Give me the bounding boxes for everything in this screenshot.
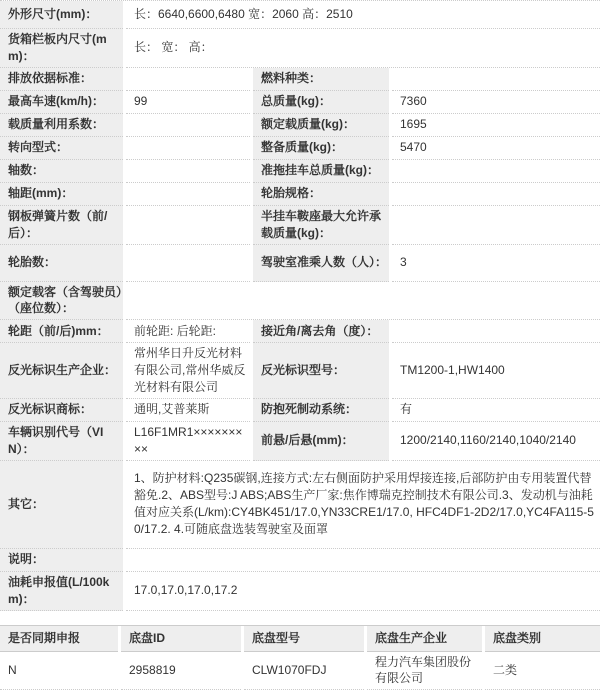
spec-row-emission-fuel (0, 68, 600, 91)
spec-label: 反光标识生产企业： (0, 343, 123, 398)
spec-row-speed-mass (0, 91, 600, 114)
spec-label: 接近角/离去角（度）： (253, 320, 389, 343)
spec-row-reflective-brand-abs (0, 399, 600, 422)
spec-label: 货箱栏板内尺寸(mm)： (0, 29, 123, 68)
spec-label: 额定载客（含驾驶员）（座位数）： (0, 282, 123, 321)
spec-row-cargo-box (0, 29, 600, 68)
chassis-table (0, 625, 600, 690)
chassis-header-manufacturer: 底盘生产企业 (367, 626, 482, 652)
spec-label: 额定载质量(kg)： (253, 114, 389, 137)
spec-value (126, 245, 250, 282)
spec-value (126, 282, 600, 321)
chassis-header-category: 底盘类别 (485, 626, 600, 652)
spec-value (392, 160, 600, 183)
spec-value (392, 206, 600, 245)
spec-label: 整备质量(kg)： (253, 137, 389, 160)
chassis-category: 二类 (485, 652, 600, 690)
spec-label: 排放依据标准： (0, 68, 123, 91)
spec-label: 钢板弹簧片数（前/后）： (0, 206, 123, 245)
spec-value: 3 (392, 245, 600, 282)
spec-value (392, 320, 600, 343)
spec-value (126, 68, 250, 91)
chassis-id: 2958819 (121, 652, 241, 690)
spec-label: 油耗申报值(L/100km)： (0, 572, 123, 611)
chassis-same-period: N (0, 652, 118, 690)
chassis-model: CLW1070FDJ (244, 652, 364, 690)
spec-value (126, 183, 250, 206)
spec-value: 长： 宽： 高： (126, 29, 600, 68)
spec-row-springs-saddle (0, 206, 600, 245)
spec-label: 轴距(mm)： (0, 183, 123, 206)
spec-label: 车辆识别代号（VIN）： (0, 422, 123, 461)
spec-value: 1695 (392, 114, 600, 137)
spec-label: 驾驶室准乘人数（人）： (253, 245, 389, 282)
spec-row-track-angles (0, 320, 600, 343)
spec-value: L16F1MR1××××××××× (126, 422, 250, 461)
spec-label: 半挂车鞍座最大允许承载质量(kg)： (253, 206, 389, 245)
spec-value: 7360 (392, 91, 600, 114)
spec-value: 有 (392, 399, 600, 422)
spec-row-vin-overhang (0, 422, 600, 461)
spec-value (126, 549, 600, 572)
spec-label: 其它： (0, 461, 123, 549)
spec-label: 总质量(kg)： (253, 91, 389, 114)
chassis-manufacturer: 程力汽车集团股份有限公司 (367, 652, 482, 690)
spec-value: 5470 (392, 137, 600, 160)
spec-value: 常州华日升反光材料有限公司,常州华威反光材料有限公司 (126, 343, 250, 398)
spec-row-notes (0, 549, 600, 572)
spec-label: 说明： (0, 549, 123, 572)
spec-row-passengers (0, 282, 600, 321)
spec-row-steering-curb (0, 137, 600, 160)
spec-value: TM1200-1,HW1400 (392, 343, 600, 398)
chassis-header-model: 底盘型号 (244, 626, 364, 652)
spec-row-fuel-consumption (0, 572, 600, 611)
spec-value (126, 114, 250, 137)
spec-label: 最高车速(km/h)： (0, 91, 123, 114)
spec-row-load-factor (0, 114, 600, 137)
spec-label: 轮胎规格： (253, 183, 389, 206)
spec-value (392, 68, 600, 91)
spec-row-tires-cab-seats (0, 245, 600, 282)
spec-label: 轴数： (0, 160, 123, 183)
spec-label: 反光标识型号： (253, 343, 389, 398)
spec-row-dimensions (0, 1, 600, 29)
spec-label: 轮距（前/后)mm： (0, 320, 123, 343)
spec-value: 长：6640,6600,6480 宽：2060 高：2510 (126, 1, 600, 29)
spec-value: 1、防护材料:Q235碳钢,连接方式:左右侧面防护采用焊接连接,后部防护由专用装置代替豁免.2、ABS型号:J ABS;ABS生产厂家:焦作博瑞克控制技术有限公司.3、发动机与油耗值对应关系(L/km):CY4BK451/17.0,YN33CRE1/17.0, HFC4DF1-2D2/17.0,YC4FA115-50/17.2. 4.可随底盘选装驾驶室及面罩 (126, 461, 600, 549)
chassis-header-same-period: 是否同期申报 (0, 626, 118, 652)
spec-label: 燃料种类： (253, 68, 389, 91)
spec-label: 转向型式： (0, 137, 123, 160)
spec-value: 99 (126, 91, 250, 114)
spec-row-axles-trailer (0, 160, 600, 183)
spec-label: 反光标识商标： (0, 399, 123, 422)
spec-label: 载质量利用系数： (0, 114, 123, 137)
spec-value (392, 183, 600, 206)
spec-label: 准拖挂车总质量(kg)： (253, 160, 389, 183)
spec-row-wheelbase-tire (0, 183, 600, 206)
spec-row-reflective-maker-model (0, 343, 600, 398)
spec-value: 通明,艾普莱斯 (126, 399, 250, 422)
spec-label: 外形尺寸(mm)： (0, 1, 123, 29)
spec-value: 1200/2140,1160/2140,1040/2140 (392, 422, 600, 461)
spec-label: 防抱死制动系统： (253, 399, 389, 422)
spec-row-other (0, 461, 600, 549)
spec-label: 轮胎数： (0, 245, 123, 282)
spec-value (126, 137, 250, 160)
spec-label: 前悬/后悬(mm)： (253, 422, 389, 461)
chassis-data-row (0, 652, 600, 690)
spec-value (126, 206, 250, 245)
spec-value: 17.0,17.0,17.0,17.2 (126, 572, 600, 611)
chassis-header-id: 底盘ID (121, 626, 241, 652)
spec-value (126, 160, 250, 183)
chassis-header-row (0, 626, 600, 652)
spec-value: 前轮距: 后轮距: (126, 320, 250, 343)
